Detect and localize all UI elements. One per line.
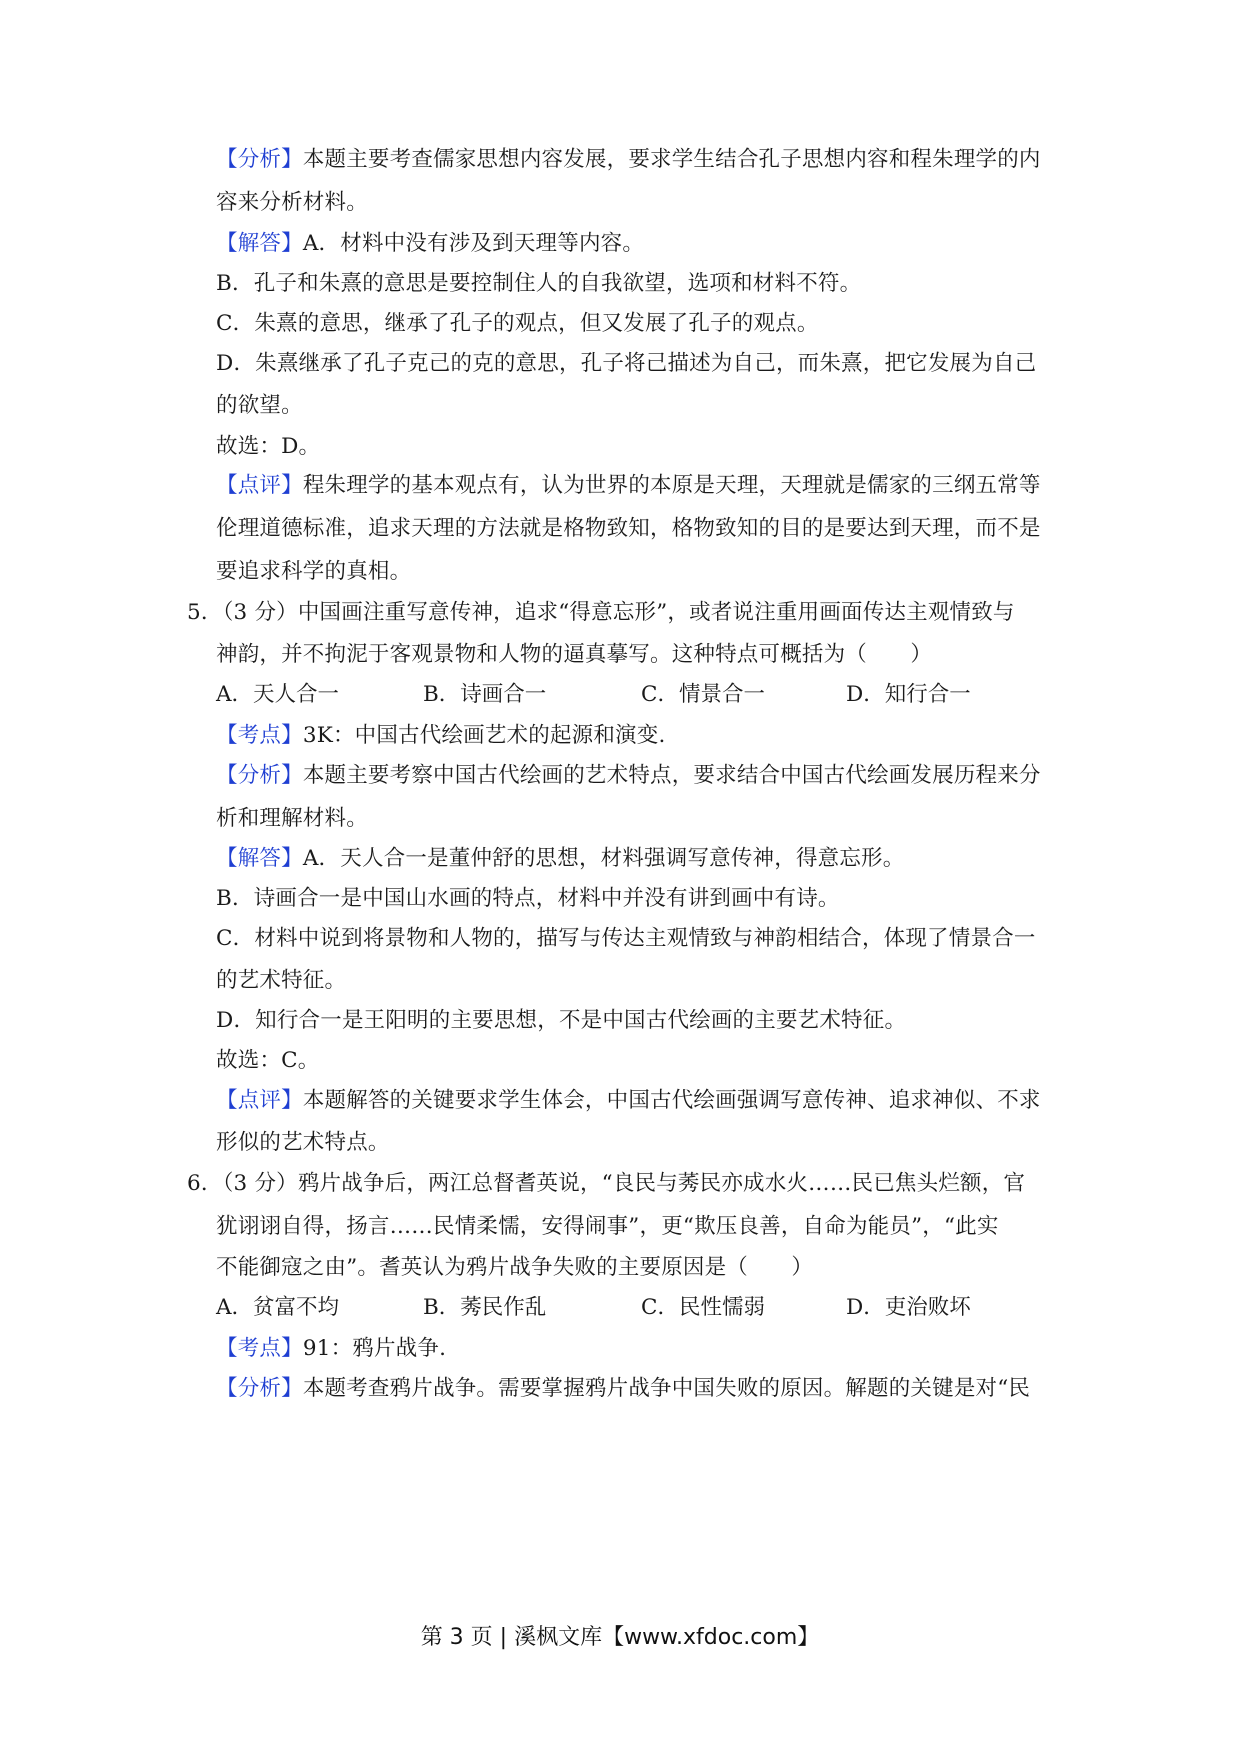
- text-line: [216, 884, 840, 914]
- analysis-line: [216, 145, 1041, 175]
- page-footer: 第 3 页 | 溪枫文库【www.xfdoc.com】: [420, 1625, 820, 1650]
- text-line: [216, 804, 368, 834]
- line-text: 3K：中国古代绘画艺术的起源和演变.: [302, 723, 666, 748]
- line-text: 形似的艺术特点。: [216, 1130, 390, 1155]
- question-6-stem: [216, 1212, 999, 1242]
- section-tag: 【考点】: [216, 1336, 303, 1361]
- analysis-line: [216, 1374, 1030, 1404]
- line-text: B．诗画合一是中国山水画的特点，材料中并没有讲到画中有诗。: [216, 886, 840, 911]
- text-line: [216, 269, 861, 299]
- line-text: 犹诩诩自得，扬言……民情柔懦，安得闹事”，更“欺压良善，自命为能员”，“此实: [216, 1214, 999, 1239]
- line-text: A．天人合一是董仲舒的思想，材料强调写意传神，得意忘形。: [302, 846, 905, 871]
- line-text: 本题考查鸦片战争。需要掌握鸦片战争中国失败的原因。解题的关键是对“民: [302, 1376, 1031, 1401]
- line-text: 析和理解材料。: [216, 806, 368, 831]
- q6-option-c: C．民性懦弱: [641, 1295, 765, 1320]
- line-text: C．材料中说到将景物和人物的，描写与传达主观情致与神韵相结合，体现了情景合一: [216, 926, 1036, 951]
- text-line: [216, 1046, 319, 1076]
- line-text: 伦理道德标准，追求天理的方法就是格物致知，格物致知的目的是要达到天理，而不是: [216, 516, 1041, 541]
- answer-line: [216, 844, 904, 874]
- text-line: [216, 391, 303, 421]
- text-line: [216, 1128, 390, 1158]
- line-text: 本题主要考查儒家思想内容发展，要求学生结合孔子思想内容和程朱理学的内: [302, 147, 1041, 172]
- text-line: [216, 966, 346, 996]
- line-text: 神韵，并不拘泥于客观景物和人物的逼真摹写。这种特点可概括为（ ）: [216, 642, 933, 667]
- text-line: [216, 309, 819, 339]
- text-line: [216, 188, 368, 218]
- line-text: 容来分析材料。: [216, 190, 368, 215]
- question-6-stem: [187, 1169, 1025, 1199]
- text-line: [216, 557, 411, 587]
- text-line: [216, 349, 1036, 379]
- q6-option-b: B．莠民作乱: [423, 1295, 547, 1320]
- section-tag: 【点评】: [216, 473, 303, 498]
- analysis-line: [216, 761, 1041, 791]
- text-line: [216, 514, 1041, 544]
- q5-option-d: D．知行合一: [846, 682, 971, 707]
- section-tag: 【考点】: [216, 723, 303, 748]
- section-tag: 【点评】: [216, 1088, 303, 1113]
- text-line: [216, 432, 320, 462]
- line-text: 的欲望。: [216, 393, 303, 418]
- line-text: 91：鸦片战争.: [302, 1336, 447, 1361]
- text-line: [216, 924, 1036, 954]
- answer-line: [216, 229, 644, 259]
- keypoint-line: [216, 1334, 446, 1364]
- question-6-stem: [216, 1253, 813, 1283]
- keypoint-line: [216, 721, 666, 751]
- q6-option-d: D．吏治败坏: [846, 1295, 971, 1320]
- line-text: 不能御寇之由”。耆英认为鸦片战争失败的主要原因是（ ）: [216, 1255, 814, 1280]
- section-tag: 【分析】: [216, 1376, 303, 1401]
- line-text: 故选：C。: [216, 1048, 320, 1073]
- line-text: A．材料中没有涉及到天理等内容。: [302, 231, 645, 256]
- line-text: D．朱熹继承了孔子克己的克的意思，孔子将己描述为自己，而朱熹，把它发展为自己: [216, 351, 1037, 376]
- section-tag: 【分析】: [216, 763, 303, 788]
- line-text: B．孔子和朱熹的意思是要控制住人的自我欲望，选项和材料不符。: [216, 271, 862, 296]
- line-text: 故选：D。: [216, 434, 321, 459]
- question-5-stem: [187, 598, 1015, 628]
- line-text: 5．（3 分）中国画注重写意传神，追求“得意忘形”，或者说注重用画面传达主观情致与: [187, 600, 1015, 625]
- question-5-stem: [216, 640, 932, 670]
- comment-line: [216, 471, 1041, 501]
- section-tag: 【解答】: [216, 231, 303, 256]
- section-tag: 【分析】: [216, 147, 303, 172]
- q5-option-a: A．天人合一: [216, 682, 340, 707]
- line-text: 本题主要考察中国古代绘画的艺术特点，要求结合中国古代绘画发展历程来分: [302, 763, 1041, 788]
- line-text: 6．（3 分）鸦片战争后，两江总督耆英说，“良民与莠民亦成水火……民已焦头烂额，官: [187, 1171, 1026, 1196]
- q5-option-c: C．情景合一: [641, 682, 765, 707]
- line-text: 的艺术特征。: [216, 968, 347, 993]
- line-text: 程朱理学的基本观点有，认为世界的本原是天理，天理就是儒家的三纲五常等: [302, 473, 1041, 498]
- section-tag: 【解答】: [216, 846, 303, 871]
- text-line: [216, 1006, 906, 1036]
- q5-option-b: B．诗画合一: [423, 682, 547, 707]
- line-text: 本题解答的关键要求学生体会，中国古代绘画强调写意传神、追求神似、不求: [302, 1088, 1041, 1113]
- q6-option-a: A．贫富不均: [216, 1295, 340, 1320]
- line-text: C．朱熹的意思，继承了孔子的观点，但又发展了孔子的观点。: [216, 311, 819, 336]
- line-text: D．知行合一是王阳明的主要思想，不是中国古代绘画的主要艺术特征。: [216, 1008, 907, 1033]
- line-text: 要追求科学的真相。: [216, 559, 412, 584]
- comment-line: [216, 1086, 1041, 1116]
